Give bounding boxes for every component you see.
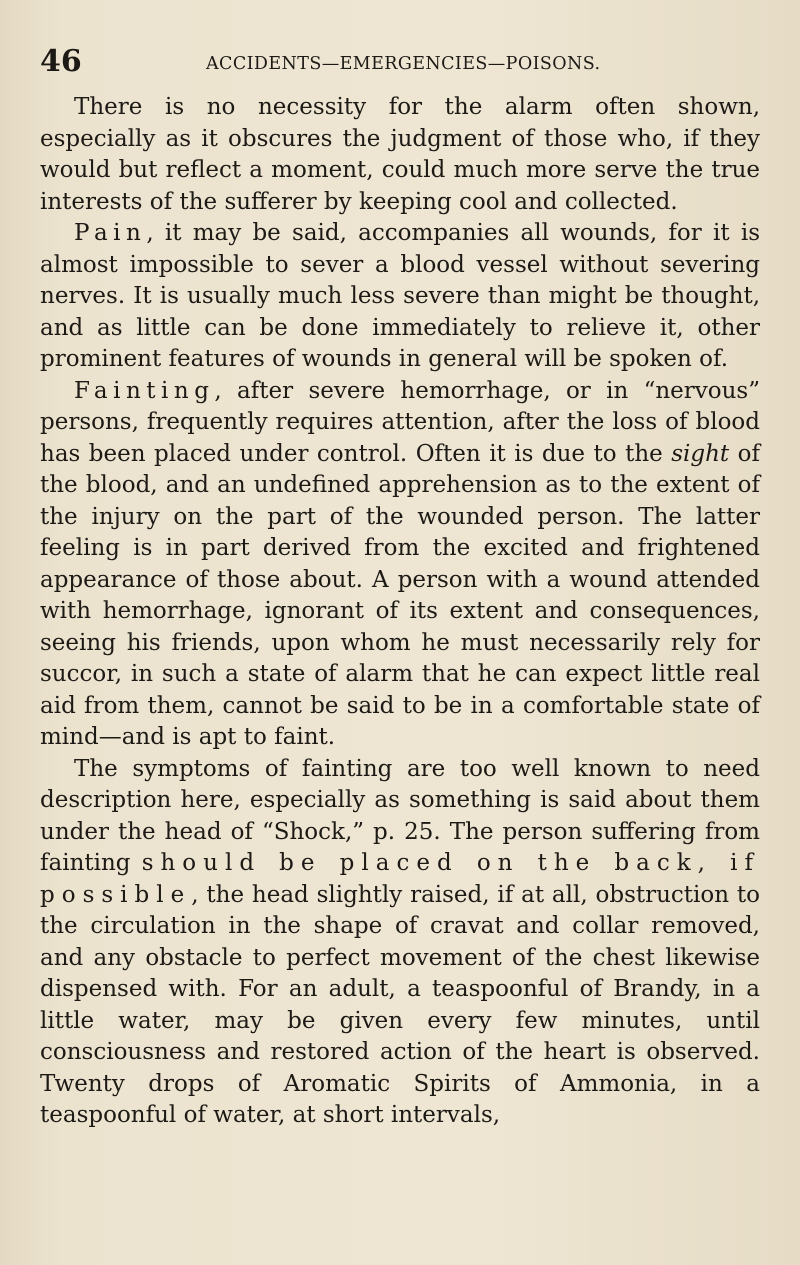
- paragraph-alarm: [40, 92, 760, 218]
- pain-heading: Pain: [74, 220, 147, 246]
- paragraph-symptoms: [40, 754, 760, 1132]
- paragraph-pain-text: , it may be said, accompanies all wounds, for it is almost impossible to sever a blood vessel without severing nerves. It is usually much less severe than might be thought, and as little can be done immediately to relieve it, other prominent features of wounds in general will be spoken of.: [40, 220, 760, 372]
- page-number: 46: [40, 44, 82, 79]
- spaced-instruction: should be placed on the back, if possible: [40, 850, 761, 908]
- paragraph-pain: [40, 218, 760, 376]
- italic-sight: sight: [671, 440, 730, 467]
- fainting-heading: Fainting: [74, 377, 215, 404]
- running-head: ACCIDENTS—EMERGENCIES—POISONS.: [206, 54, 601, 74]
- paragraph-fainting-text-b: of the blood, and an undefined apprehension as to the extent of the injury on the part of the wounded person. The latter feeling is in part derived from the excited and frightened appearance of those about. A person with a wound attended with hemorrhage, ignorant of its extent and consequences, seeing his friends, upon whom he must necessarily rely for succor, in such a state of alarm that he can expect little real aid from them, cannot be said to be in a comfortable state of mind—and is apt to faint.: [40, 440, 761, 750]
- body-text: [40, 92, 760, 1132]
- paragraph-symptoms-text-b: , the head slightly raised, if at all, obstruction to the circulation in the shape of cravat and collar removed, and any obstacle to perfect movement of the chest likewise dispensed with. For an adult, a teaspoonful of Brandy, in a little water, may be given every few minutes, until consciousness and restored action of the heart is observed. Twenty drops of Aromatic Spirits of Ammonia, in a teaspoonful of water, at short intervals,: [40, 881, 760, 1128]
- paragraph-fainting: [40, 376, 760, 754]
- paragraph-symptoms-text-a: The symptoms of fainting are too well known to need description here, especially as something is said about them under the head of “Shock,” p. 25. The person suffering from fainting: [40, 755, 760, 876]
- page-header: [40, 44, 760, 82]
- paragraph-alarm-text: There is no necessity for the alarm often shown, especially as it obscures the judgment of those who, if they would but reflect a moment, could much more serve the true interests of the sufferer by keeping cool and collected.: [40, 94, 760, 215]
- paragraph-fainting-text-a: , after severe hemorrhage, or in “nervous” persons, frequently requires attention, after the loss of blood has been placed under control. Often it is due to the: [40, 377, 760, 467]
